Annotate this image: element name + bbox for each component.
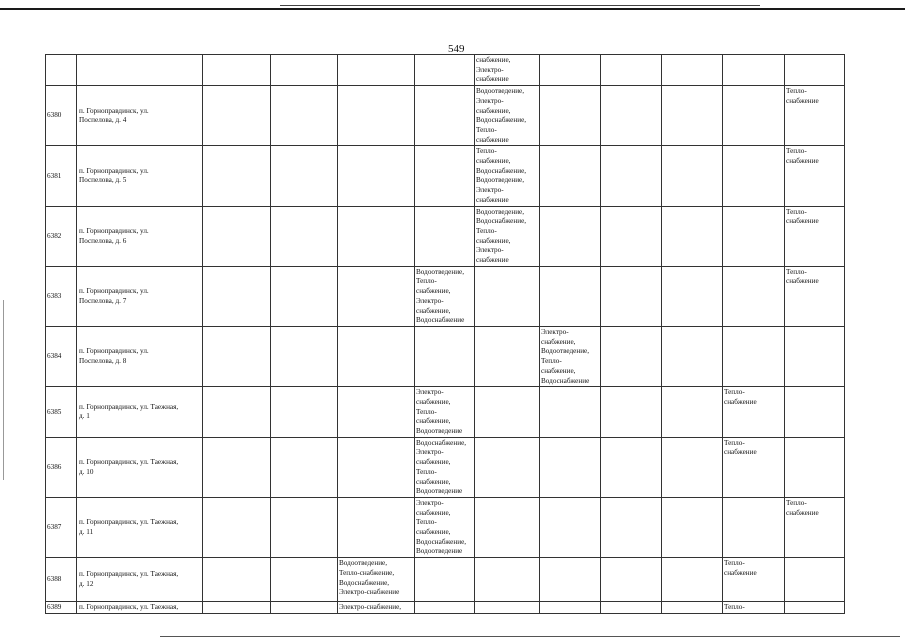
table-row — [46, 146, 845, 206]
cell-c7: Водоотведение, Водоснабжение, Тепло- снабжение, Электро- снабжение — [475, 206, 540, 266]
cell-c5 — [338, 326, 415, 386]
cell-address: п. Горноправдинск, ул. Поспелова, д. 7 — [77, 266, 203, 326]
table-row — [46, 326, 845, 386]
cell-c8 — [540, 86, 601, 146]
cell-num: 6385 — [46, 387, 77, 438]
cell-c11 — [723, 146, 785, 206]
cell-c11 — [723, 206, 785, 266]
cell-address: п. Горноправдинск, ул. Таежная, д. 1 — [77, 387, 203, 438]
cell-address: п. Горноправдинск, ул. Поспелова, д. 8 — [77, 326, 203, 386]
cell-c8 — [540, 602, 601, 614]
cell-c12: Тепло- снабжение — [785, 206, 845, 266]
cell-c9 — [601, 326, 662, 386]
cell-num: 6387 — [46, 497, 77, 557]
cell-c8 — [540, 206, 601, 266]
cell-c4 — [271, 266, 338, 326]
cell-c7 — [475, 437, 540, 497]
scan-bottom-rule — [160, 636, 900, 637]
cell-c4 — [271, 55, 338, 86]
cell-c3 — [203, 602, 271, 614]
cell-c12: Тепло- снабжение — [785, 497, 845, 557]
cell-c8 — [540, 558, 601, 602]
cell-c11 — [723, 266, 785, 326]
cell-c6 — [415, 146, 475, 206]
cell-c7 — [475, 387, 540, 438]
cell-c8 — [540, 266, 601, 326]
cell-c11 — [723, 326, 785, 386]
cell-c6 — [415, 602, 475, 614]
cell-num: 6380 — [46, 86, 77, 146]
cell-c6 — [415, 558, 475, 602]
cell-num: 6382 — [46, 206, 77, 266]
cell-c3 — [203, 55, 271, 86]
table-row — [46, 387, 845, 438]
cell-c3 — [203, 558, 271, 602]
cell-c11 — [723, 86, 785, 146]
cell-c10 — [662, 558, 723, 602]
cell-c9 — [601, 558, 662, 602]
cell-c9 — [601, 146, 662, 206]
cell-c9 — [601, 602, 662, 614]
cell-c8 — [540, 437, 601, 497]
cell-c11: Тепло- — [723, 602, 785, 614]
cell-c4 — [271, 602, 338, 614]
cell-address: п. Горноправдинск, ул. Поспелова, д. 4 — [77, 86, 203, 146]
table-row — [46, 497, 845, 557]
cell-address: п. Горноправдинск, ул. Таежная, д. 12 — [77, 558, 203, 602]
cell-c10 — [662, 437, 723, 497]
cell-c9 — [601, 497, 662, 557]
cell-c9 — [601, 437, 662, 497]
table-row — [46, 558, 845, 602]
cell-c3 — [203, 387, 271, 438]
cell-c11: Тепло- снабжение — [723, 558, 785, 602]
cell-c11 — [723, 55, 785, 86]
cell-address: п. Горноправдинск, ул. Таежная, — [77, 602, 203, 614]
cell-c6: Электро- снабжение, Тепло- снабжение, Водоотведение — [415, 387, 475, 438]
cell-num: 6388 — [46, 558, 77, 602]
table-row-continued — [46, 55, 845, 86]
cell-c10 — [662, 387, 723, 438]
cell-c10 — [662, 602, 723, 614]
cell-c10 — [662, 86, 723, 146]
cell-c6 — [415, 326, 475, 386]
cell-c4 — [271, 86, 338, 146]
cell-c8 — [540, 146, 601, 206]
cell-c10 — [662, 266, 723, 326]
cell-c8: Электро- снабжение, Водоотведение, Тепло- снабжение, Водоснабжение — [540, 326, 601, 386]
cell-c6: Электро- снабжение, Тепло- снабжение, Водоснабжение, Водоотведение — [415, 497, 475, 557]
cell-c7 — [475, 326, 540, 386]
table-row — [46, 86, 845, 146]
cell-c12: Тепло- снабжение — [785, 86, 845, 146]
cell-c12 — [785, 558, 845, 602]
cell-c9 — [601, 206, 662, 266]
cell-c8 — [540, 55, 601, 86]
cell-c3 — [203, 497, 271, 557]
cell-c5: Электро-снабжение, — [338, 602, 415, 614]
cell-c7 — [475, 497, 540, 557]
cell-address: п. Горноправдинск, ул. Поспелова, д. 5 — [77, 146, 203, 206]
cell-c11: Тепло- снабжение — [723, 437, 785, 497]
cell-c6: Водоотведение, Тепло- снабжение, Электро- снабжение, Водоснабжение — [415, 266, 475, 326]
cell-c11 — [723, 497, 785, 557]
cell-c10 — [662, 146, 723, 206]
cell-c9 — [601, 266, 662, 326]
cell-c4 — [271, 437, 338, 497]
cell-c9 — [601, 55, 662, 86]
cell-c5 — [338, 206, 415, 266]
cell-address: п. Горноправдинск, ул. Таежная, д. 11 — [77, 497, 203, 557]
cell-c8 — [540, 387, 601, 438]
register-table — [45, 54, 845, 614]
table-row — [46, 206, 845, 266]
cell-num — [46, 55, 77, 86]
cell-c4 — [271, 206, 338, 266]
cell-address — [77, 55, 203, 86]
cell-c5 — [338, 86, 415, 146]
cell-c11: Тепло- снабжение — [723, 387, 785, 438]
cell-c6 — [415, 86, 475, 146]
cell-num: 6383 — [46, 266, 77, 326]
cell-c5 — [338, 387, 415, 438]
scan-left-mark — [3, 300, 4, 480]
cell-c12 — [785, 437, 845, 497]
cell-c12 — [785, 387, 845, 438]
cell-c12: Тепло- снабжение — [785, 146, 845, 206]
cell-c5 — [338, 146, 415, 206]
cell-c10 — [662, 326, 723, 386]
cell-c5 — [338, 266, 415, 326]
cell-c4 — [271, 497, 338, 557]
cell-c7 — [475, 558, 540, 602]
cell-c10 — [662, 206, 723, 266]
cell-c12: Тепло- снабжение — [785, 266, 845, 326]
cell-c4 — [271, 387, 338, 438]
cell-c3 — [203, 86, 271, 146]
cell-c4 — [271, 146, 338, 206]
cell-c5 — [338, 437, 415, 497]
table-row — [46, 266, 845, 326]
cell-c7: Водоотведение, Электро- снабжение, Водоснабжение, Тепло- снабжение — [475, 86, 540, 146]
cell-c12 — [785, 602, 845, 614]
cell-c4 — [271, 326, 338, 386]
register-table-body — [46, 55, 845, 614]
cell-c9 — [601, 387, 662, 438]
cell-c12 — [785, 326, 845, 386]
scan-edge-line — [280, 5, 760, 6]
table-row — [46, 437, 845, 497]
cell-c3 — [203, 146, 271, 206]
cell-c5 — [338, 497, 415, 557]
cell-num: 6386 — [46, 437, 77, 497]
cell-c8 — [540, 497, 601, 557]
cell-address: п. Горноправдинск, ул. Поспелова, д. 6 — [77, 206, 203, 266]
cell-num: 6381 — [46, 146, 77, 206]
cell-c4 — [271, 558, 338, 602]
cell-c9 — [601, 86, 662, 146]
scan-top-rule — [0, 8, 905, 10]
cell-c7 — [475, 266, 540, 326]
cell-c5 — [338, 55, 415, 86]
cell-c5: Водоотведение, Тепло-снабжение, Водоснабжение, Электро-снабжение — [338, 558, 415, 602]
cell-c6 — [415, 55, 475, 86]
cell-c6: Водоснабжение, Электро- снабжение, Тепло- снабжение, Водоотведение — [415, 437, 475, 497]
cell-c10 — [662, 55, 723, 86]
cell-c3 — [203, 437, 271, 497]
cell-num: 6384 — [46, 326, 77, 386]
cell-c7: снабжение, Электро- снабжение — [475, 55, 540, 86]
cell-c3 — [203, 326, 271, 386]
page-number: 549 — [448, 43, 465, 55]
table-row — [46, 602, 845, 614]
cell-address: п. Горноправдинск, ул. Таежная, д. 10 — [77, 437, 203, 497]
cell-c6 — [415, 206, 475, 266]
cell-c7 — [475, 602, 540, 614]
cell-c12 — [785, 55, 845, 86]
cell-c3 — [203, 266, 271, 326]
cell-num: 6389 — [46, 602, 77, 614]
cell-c3 — [203, 206, 271, 266]
cell-c7: Тепло- снабжение, Водоснабжение, Водоотведение, Электро- снабжение — [475, 146, 540, 206]
cell-c10 — [662, 497, 723, 557]
